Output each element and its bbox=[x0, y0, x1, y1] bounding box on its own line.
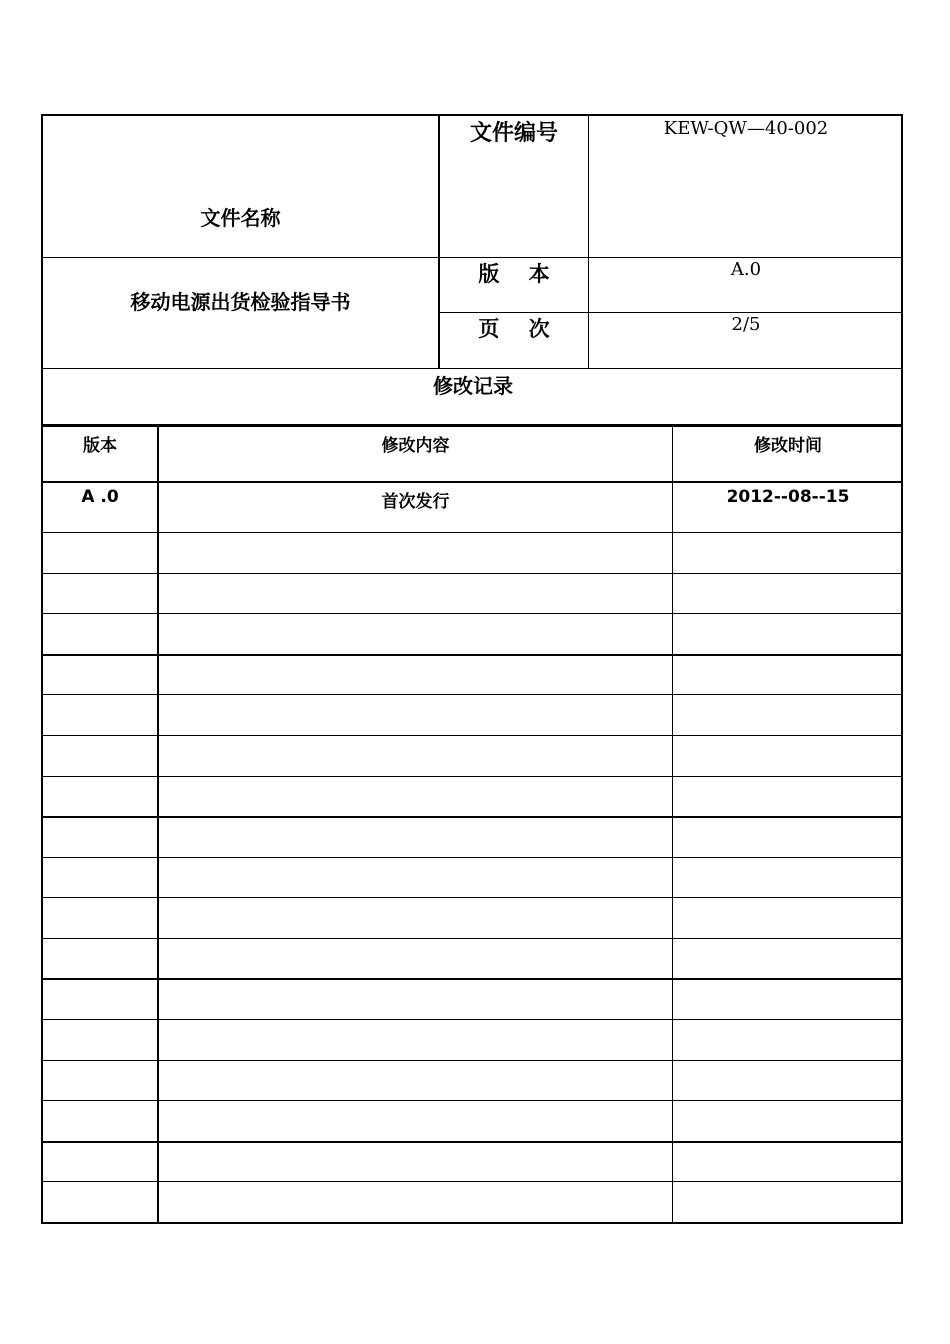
revision-version-cell bbox=[43, 656, 157, 695]
revision-version-cell bbox=[43, 574, 157, 614]
revision-content-cell bbox=[157, 777, 672, 817]
revision-date-cell bbox=[672, 614, 903, 654]
revision-content-cell bbox=[157, 656, 672, 695]
table-row bbox=[43, 978, 901, 1019]
header-line-3 bbox=[43, 368, 903, 369]
revision-version-cell bbox=[43, 1020, 157, 1060]
revision-title: 修改记录 bbox=[433, 374, 513, 398]
revision-content-cell bbox=[157, 574, 672, 614]
revision-column-header: 修改内容 bbox=[157, 427, 672, 481]
table-row bbox=[43, 1019, 901, 1060]
revision-version-cell bbox=[43, 818, 157, 857]
table-row bbox=[43, 1100, 901, 1141]
revision-content-cell bbox=[157, 818, 672, 857]
revision-date-cell bbox=[672, 656, 903, 695]
revision-version-cell bbox=[43, 1101, 157, 1141]
revision-content-cell bbox=[157, 1101, 672, 1141]
revision-date-cell bbox=[672, 777, 903, 817]
table-row bbox=[43, 897, 901, 938]
revision-version-cell bbox=[43, 1061, 157, 1101]
revision-version-cell bbox=[43, 736, 157, 776]
table-row bbox=[43, 776, 901, 817]
revision-version-cell bbox=[43, 777, 157, 817]
revision-content-cell bbox=[157, 1020, 672, 1060]
revision-header-row bbox=[43, 426, 901, 481]
revision-date-cell: 2012--08--15 bbox=[672, 483, 903, 532]
revision-content-cell bbox=[157, 939, 672, 979]
revision-date-cell bbox=[672, 533, 903, 573]
revision-date-cell bbox=[672, 1020, 903, 1060]
table-row bbox=[43, 857, 901, 898]
revision-date-cell bbox=[672, 1182, 903, 1222]
revision-date-cell bbox=[672, 574, 903, 614]
revision-content-cell bbox=[157, 695, 672, 735]
version-label: 版 本 bbox=[478, 262, 550, 286]
revision-version-cell bbox=[43, 858, 157, 898]
revision-version-cell bbox=[43, 695, 157, 735]
revision-content-cell bbox=[157, 533, 672, 573]
table-row bbox=[43, 481, 901, 532]
revision-content-cell bbox=[157, 614, 672, 654]
revision-version-cell bbox=[43, 1143, 157, 1182]
revision-content-cell bbox=[157, 1061, 672, 1101]
revision-version-cell bbox=[43, 939, 157, 979]
revision-content-cell: 首次发行 bbox=[157, 483, 672, 532]
table-row bbox=[43, 1181, 901, 1222]
file-no-label: 文件编号 bbox=[469, 121, 558, 146]
file-no-value: KEW-QW—40-002 bbox=[663, 118, 829, 139]
revision-content-cell bbox=[157, 980, 672, 1019]
revision-date-cell bbox=[672, 939, 903, 979]
table-row bbox=[43, 613, 901, 654]
page-value: 2/5 bbox=[731, 314, 761, 335]
version-value: A.0 bbox=[730, 259, 762, 280]
revision-date-cell bbox=[672, 736, 903, 776]
table-row bbox=[43, 1141, 901, 1182]
table-row bbox=[43, 532, 901, 573]
page-label: 页 次 bbox=[478, 317, 550, 341]
revision-date-cell bbox=[672, 695, 903, 735]
revision-version-cell bbox=[43, 614, 157, 654]
document-title: 移动电源出货检验指导书 bbox=[130, 290, 351, 314]
revision-date-cell bbox=[672, 1061, 903, 1101]
revision-version-cell: A .0 bbox=[81, 487, 119, 507]
revision-column-header: 修改时间 bbox=[672, 427, 903, 481]
revision-date-cell bbox=[672, 980, 903, 1019]
revision-column-header: 版本 bbox=[83, 436, 117, 456]
file-name-label: 文件名称 bbox=[200, 206, 281, 230]
document-form bbox=[41, 114, 903, 1224]
revision-date-cell bbox=[672, 1101, 903, 1141]
revision-content-cell bbox=[157, 858, 672, 898]
table-row bbox=[43, 735, 901, 776]
table-row bbox=[43, 654, 901, 695]
table-row bbox=[43, 816, 901, 857]
revision-version-cell bbox=[43, 898, 157, 938]
revision-version-cell bbox=[43, 533, 157, 573]
revision-date-cell bbox=[672, 858, 903, 898]
table-row bbox=[43, 938, 901, 979]
table-row bbox=[43, 694, 901, 735]
revision-date-cell bbox=[672, 818, 903, 857]
revision-content-cell bbox=[157, 736, 672, 776]
table-row bbox=[43, 1060, 901, 1101]
revision-content-cell bbox=[157, 1143, 672, 1182]
revision-version-cell bbox=[43, 980, 157, 1019]
table-row bbox=[43, 573, 901, 614]
revision-content-cell bbox=[157, 898, 672, 938]
revision-date-cell bbox=[672, 898, 903, 938]
revision-content-cell bbox=[157, 1182, 672, 1222]
revision-date-cell bbox=[672, 1143, 903, 1182]
revision-version-cell bbox=[43, 1182, 157, 1222]
